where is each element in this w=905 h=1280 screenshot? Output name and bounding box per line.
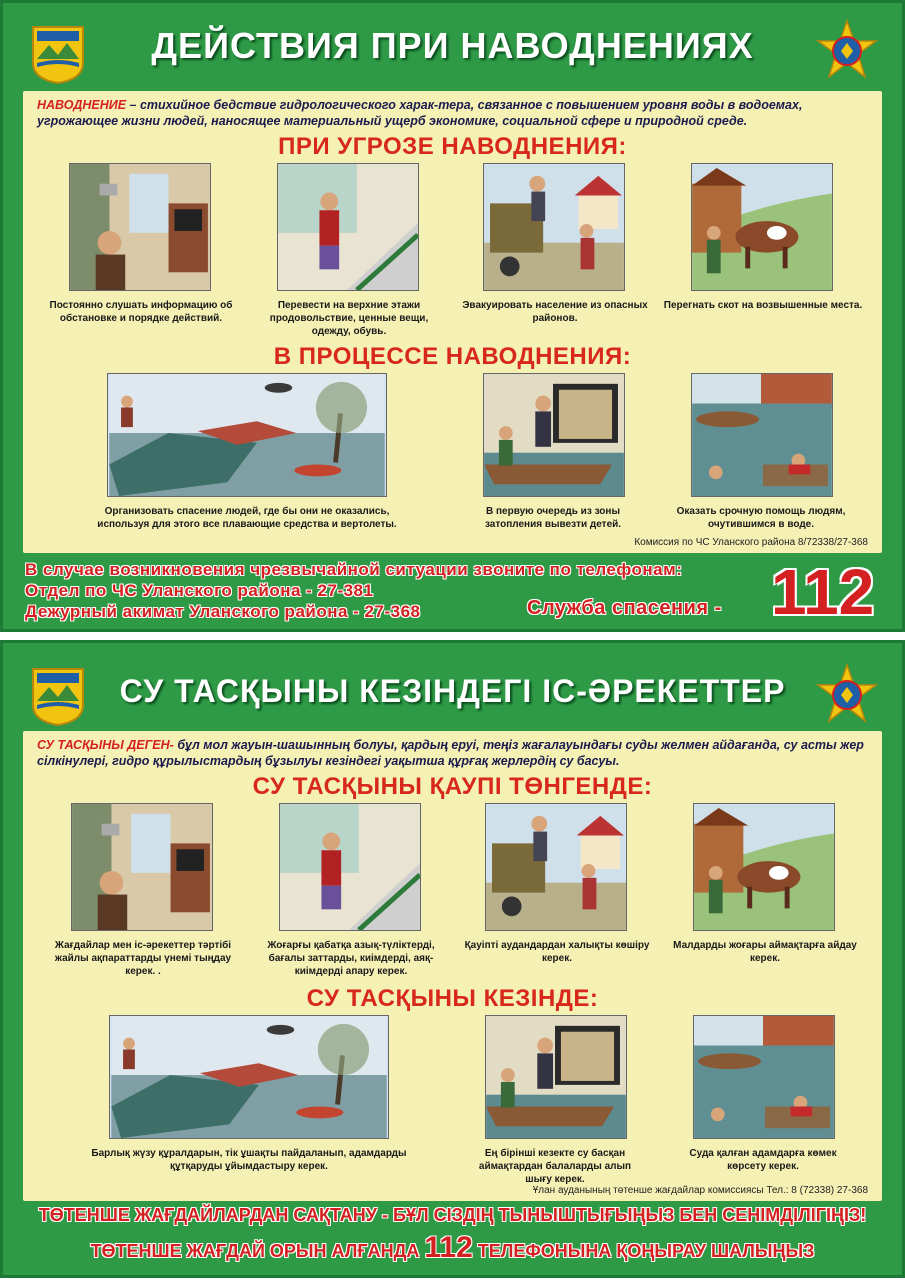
caption-listen-info: Постоянно слушать информацию об обстановке и порядке действий. xyxy=(49,300,233,324)
caption-move-upstairs: Перевести на верхние этажи продовольствие, ценные вещи, одежду, обувь. xyxy=(269,300,429,337)
definition-body: – стихийное бедствие гидрологического харак-тера, связанное с повышением уровня воды в водоемах, угрожающее жизни людей, наносящее материальный ущерб экономике, социальной сфере и природной среде. xyxy=(37,98,803,128)
caption-move-upstairs: Жоғарғы қабатқа азық-түліктерді, бағалы заттарды, киімдерді, аяқ-киімдерді апару керек. xyxy=(267,940,435,977)
illustration-carry-upstairs xyxy=(277,163,419,291)
caption-evacuate: Эвакуировать население из опасных районов. xyxy=(462,300,648,324)
illustration-rescue-helicopter xyxy=(109,1015,389,1139)
definition-keyword: НАВОДНЕНИЕ xyxy=(37,98,127,112)
illustration-listen-radio xyxy=(69,163,211,291)
definition-body: бұл мол жауын-шашынның болуы, қардың еруі, теңіз жағалауындағы суды желмен айдағанда, су асты жер сілкінулері, гидро құрылыстардың бұзылуы кезіндегі уақытша құрғақ жерлердің су басуы. xyxy=(37,738,864,768)
district-coat-of-arms-icon xyxy=(27,23,89,85)
caption-rescue-people: Организовать спасение людей, где бы они не оказались, используя для этого все плавающие средства и вертолеты. xyxy=(97,506,397,530)
content-panel xyxy=(23,731,882,1201)
content-panel xyxy=(23,91,882,553)
caption-listen-info: Жағдайлар мен іс-әрекеттер тәртібі жайлы ақпараттарды үнемі тыңдау керек. . xyxy=(54,940,232,977)
safety-slogan: ТӨТЕНШЕ ЖАҒДАЙЛАРДАН САҚТАНУ - БҰЛ СІЗДІҢ ТЫНЫШТЫҒЫҢЫЗ БЕН СЕНІМДІЛІГІҢІЗ! xyxy=(38,1205,867,1225)
caption-urgent-help: Оказать срочную помощь людям, очутившимся в воде. xyxy=(676,506,846,530)
poster-kazakh xyxy=(0,640,905,1278)
definition-text xyxy=(37,97,868,129)
section-title-during: СУ ТАСҚЫНЫ КЕЗІНДЕ: xyxy=(306,985,599,1012)
poster-title: СУ ТАСҚЫНЫ КЕЗІНДЕГІ ІС-ӘРЕКЕТТЕР xyxy=(119,673,786,709)
illustration-rescue-helicopter xyxy=(107,373,387,497)
definition-text xyxy=(37,737,868,769)
call-slogan-prefix: ТӨТЕНШЕ ЖАҒДАЙ ОРЫН АЛҒАНДА xyxy=(90,1241,425,1261)
footer-akimat-phone: Дежурный акимат Уланского района - 27-368 xyxy=(25,602,421,621)
commission-contact: Комиссия по ЧС Уланского района 8/72338/27-368 xyxy=(634,537,868,548)
caption-rescue-people: Барлық жүзу құралдарын, тік ұшақты пайдаланып, адамдарды құтқаруды ұйымдастыру керек. xyxy=(91,1148,407,1172)
illustration-listen-radio xyxy=(71,803,213,931)
illustration-evacuate-children xyxy=(483,373,625,497)
rescue-service-label: Служба спасения - xyxy=(527,597,722,619)
footer-call-text: В случае возникновения чрезвычайной ситуации звоните по телефонам: xyxy=(25,560,683,579)
poster-title: ДЕЙСТВИЯ ПРИ НАВОДНЕНИЯХ xyxy=(151,25,754,66)
emergency-service-star-emblem-icon xyxy=(814,19,880,85)
caption-urgent-help: Суда қалған адамдарға көмек көрсету керек. xyxy=(689,1148,837,1172)
poster-header xyxy=(3,3,902,89)
call-slogan-number: 112 xyxy=(424,1231,473,1264)
caption-evacuate: Қауіпті аудандардан халықты көшіру керек. xyxy=(464,940,650,964)
illustration-carry-upstairs xyxy=(279,803,421,931)
illustration-help-in-water xyxy=(691,373,833,497)
caption-children-first: В первую очередь из зоны затопления вывезти детей. xyxy=(484,506,622,530)
section-title-during: В ПРОЦЕССЕ НАВОДНЕНИЯ: xyxy=(273,343,632,370)
definition-keyword: СУ ТАСҚЫНЫ ДЕГЕН- xyxy=(37,738,174,752)
call-slogan-suffix: ТЕЛЕФОНЫНА ҚОҢЫРАУ ШАЛЫҢЫЗ xyxy=(472,1241,815,1261)
section-title-threat: ПРИ УГРОЗЕ НАВОДНЕНИЯ: xyxy=(278,133,627,160)
illustration-help-in-water xyxy=(693,1015,835,1139)
illustration-evacuate-children xyxy=(485,1015,627,1139)
caption-children-first: Ең бірінші кезекте су басқан аймақтардан балаларды алып шығу керек. xyxy=(478,1148,632,1185)
poster-russian xyxy=(0,0,905,632)
illustration-move-livestock xyxy=(693,803,835,931)
illustration-evacuation xyxy=(483,163,625,291)
illustration-move-livestock xyxy=(691,163,833,291)
caption-livestock: Малдарды жоғары аймақтарға айдау керек. xyxy=(673,940,857,964)
call-112-slogan xyxy=(3,1231,902,1265)
caption-livestock: Перегнать скот на возвышенные места. xyxy=(663,300,863,311)
footer-department-phone: Отдел по ЧС Уланского района - 27-381 xyxy=(25,581,374,600)
commission-contact: Ұлан ауданының төтенше жағдайлар комиссиясы Тел.: 8 (72338) 27-368 xyxy=(532,1185,868,1196)
emergency-service-star-emblem-icon xyxy=(814,663,880,729)
rescue-number: 112 xyxy=(771,556,875,628)
illustration-evacuation xyxy=(485,803,627,931)
district-coat-of-arms-icon xyxy=(27,665,89,727)
poster-header xyxy=(3,643,902,729)
section-title-threat: СУ ТАСҚЫНЫ ҚАУПІ ТӨНГЕНДЕ: xyxy=(252,773,653,800)
